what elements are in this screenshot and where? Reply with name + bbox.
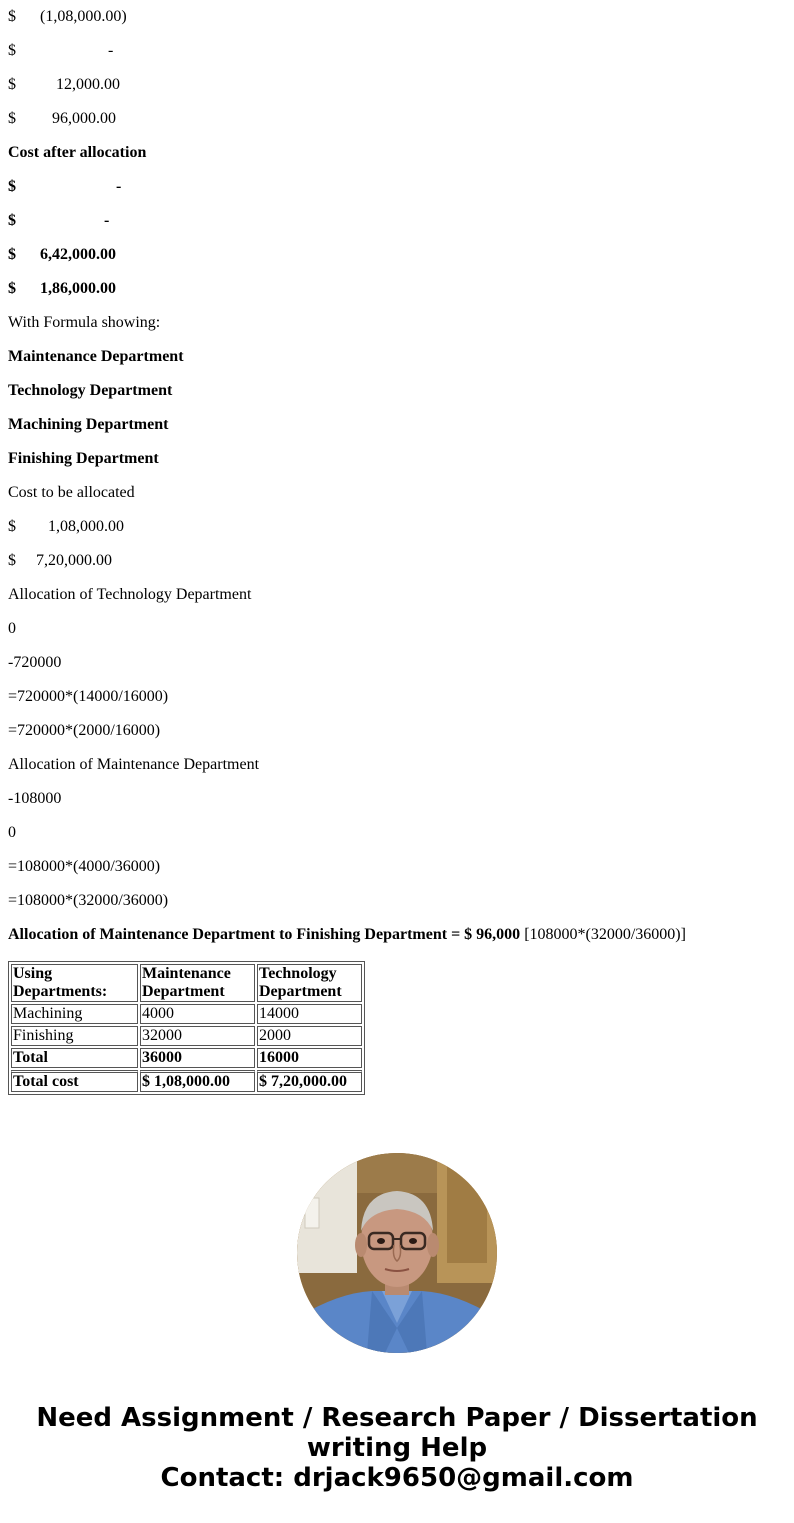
header-maintenance-department: Maintenance Department <box>140 964 255 1002</box>
text-line: $ - <box>8 212 110 229</box>
promo-line-2: writing Help <box>306 1433 488 1463</box>
total-technology: 16000 <box>257 1048 362 1068</box>
text-line: =720000*(14000/16000) <box>8 688 169 705</box>
total-cost-technology: $ 7,20,000.00 <box>257 1070 362 1092</box>
promo-line-1: Need Assignment / Research Paper / Dissertation <box>36 1403 758 1433</box>
text-line: 0 <box>8 824 16 841</box>
text-line: Technology Department <box>8 382 173 399</box>
calculation-lines <box>8 0 788 918</box>
row-maintenance-value: 4000 <box>140 1004 255 1024</box>
row-label: Finishing <box>11 1026 138 1046</box>
contact-email: Contact: drjack9650@gmail.com <box>160 1463 634 1493</box>
allocation-summary <box>8 918 788 952</box>
text-line: $ 1,08,000.00 <box>8 518 124 535</box>
text-line: $ 12,000.00 <box>8 76 120 93</box>
author-avatar <box>297 1153 497 1353</box>
text-line: $ (1,08,000.00) <box>8 8 127 25</box>
row-maintenance-value: 32000 <box>140 1026 255 1046</box>
document-body <box>8 0 788 952</box>
text-line: $ 1,86,000.00 <box>8 280 116 297</box>
text-line: $ 6,42,000.00 <box>8 246 116 263</box>
total-cost-label: Total cost <box>11 1070 138 1092</box>
header-using-departments: Using Departments: <box>11 964 138 1002</box>
text-line: Cost after allocation <box>8 144 147 161</box>
total-maintenance: 36000 <box>140 1048 255 1068</box>
text-line: =108000*(32000/36000) <box>8 892 169 909</box>
text-line: Maintenance Department <box>8 348 184 365</box>
portrait-illustration <box>297 1153 497 1353</box>
row-technology-value: 14000 <box>257 1004 362 1024</box>
total-cost-maintenance: $ 1,08,000.00 <box>140 1070 255 1092</box>
total-label: Total <box>11 1048 138 1068</box>
text-line: $ 96,000.00 <box>8 110 116 127</box>
text-line: Cost to be allocated <box>8 484 135 501</box>
text-line: Finishing Department <box>8 450 159 467</box>
allocation-summary-bold: Allocation of Maintenance Department to Finishing Department = $ 96,000 <box>8 926 521 943</box>
promo-footer <box>0 1403 794 1493</box>
text-line: $ 7,20,000.00 <box>8 552 112 569</box>
row-label: Machining <box>11 1004 138 1024</box>
text-line: =720000*(2000/16000) <box>8 722 161 739</box>
allocation-table <box>8 961 365 1095</box>
table-total-cost-row <box>11 1070 362 1092</box>
text-line: 0 <box>8 620 16 637</box>
table-row <box>11 1004 362 1024</box>
text-line: Allocation of Technology Department <box>8 586 252 603</box>
header-technology-department: Technology Department <box>257 964 362 1002</box>
row-technology-value: 2000 <box>257 1026 362 1046</box>
text-line: -720000 <box>8 654 62 671</box>
table-row <box>11 1026 362 1046</box>
text-line: With Formula showing: <box>8 314 161 331</box>
text-line: =108000*(4000/36000) <box>8 858 161 875</box>
text-line: Allocation of Maintenance Department <box>8 756 260 773</box>
table-total-row <box>11 1048 362 1068</box>
table-header-row <box>11 964 362 1002</box>
text-line: -108000 <box>8 790 62 807</box>
text-line: $ - <box>8 178 122 195</box>
allocation-summary-formula: [108000*(32000/36000)] <box>520 926 686 943</box>
text-line: $ - <box>8 42 114 59</box>
text-line: Machining Department <box>8 416 169 433</box>
